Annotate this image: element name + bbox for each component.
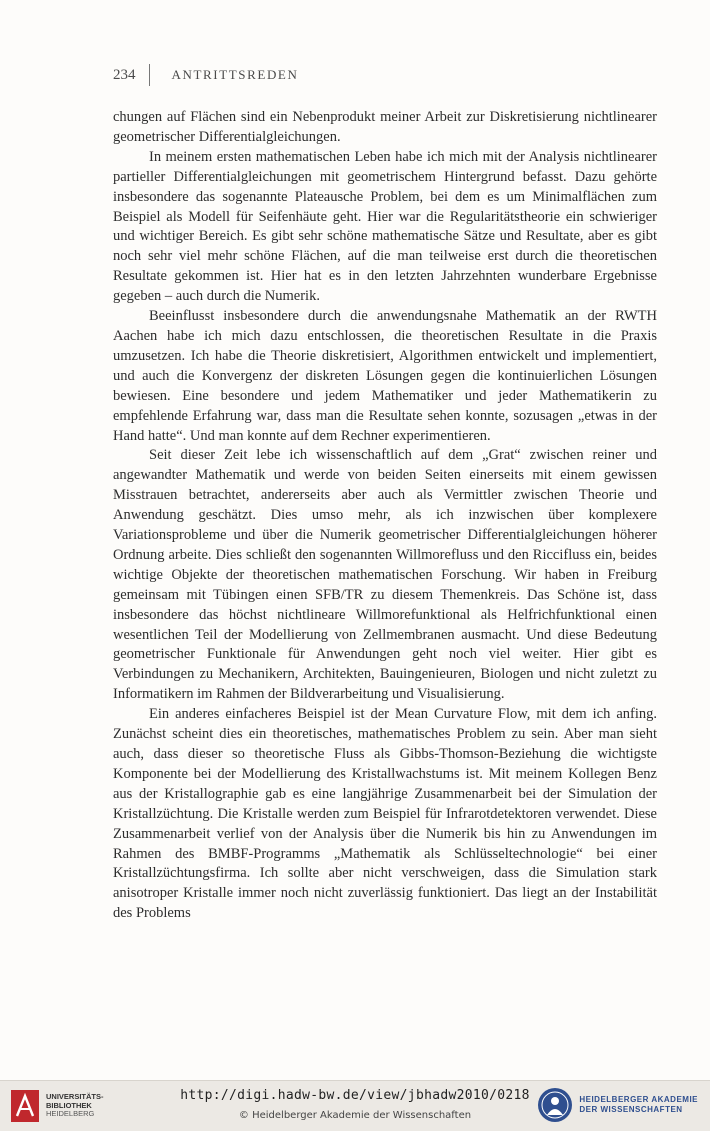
paragraph-2: In meinem ersten mathematischen Leben habe ich mich mit der Analysis nichtlinearer partieller Differentialgleichungen mit geometrischem Hintergrund befasst. Dazu gehörte insbesondere das sogenannte Plateausche Problem, bei dem es um Minimalflächen zum Beispiel als Modell für Seifenhäute geht. Hier war die Regularitätstheorie ein schwieriger und wichtiger Bereich. Es gibt sehr schöne mathematische Sätze und Resultate, aber es gibt noch sehr viel mehr schöne Flächen, auf die man teilweise erst durch die theoretischen Resultate gekommen ist. Hier hat es in den letzten Jahrzehnten wunderbare Ergebnisse gegeben – auch durch die Numerik.	[113, 148, 657, 305]
page-header	[113, 64, 298, 86]
paragraph-3: Beeinflusst insbesondere durch die anwendungsnahe Mathematik an der RWTH Aachen habe ich mich dazu entschlossen, die theoretischen Resultate in die Praxis umzusetzen. Ich habe die Theorie diskretisiert, Algorithmen entwickelt und implementiert, und auch die Konvergenz der diskreten Lösungen gegen die kontinuierlichen Lösungen bewiesen. Eine besondere und jedem Mathematiker und jeder Mathematikerin zu empfehlende Erfahrung war, dass man die Resultate sehen konnte, sozusagen „etwas in der Hand hatte“. Und man konnte auf dem Rechner experimentieren.	[113, 308, 657, 444]
footer-bar	[0, 1080, 710, 1131]
library-logo-line-1: UNIVERSITÄTS-	[46, 1092, 104, 1102]
academy-logo-line-1: HEIDELBERGER AKADEMIE	[579, 1095, 698, 1104]
paragraph-4: Seit dieser Zeit lebe ich wissenschaftlich auf dem „Grat“ zwischen reiner und angewandter Mathematik und werde von beiden Seiten einerseits mit einem gewissen Misstrauen betrachtet, andererseits aber auch als Vermittler zwischen Theorie und Anwendung geschätzt. Dies umso mehr, als ich inzwischen über komplexere Variationsprobleme und über die Numerik geometrischer Differentialgleichungen höherer Ordnung arbeite. Dies schließt den sogenannten Willmorefluss und den Riccifluss ein, beides wichtige Objekte der theoretischen mathematischen Forschung. Wir haben in Freiburg gemeinsam mit Tübingen einen SFB/TR zu diesem Themenkreis. Das Schöne ist, dass insbesondere das höchst nichtlineare Willmorefunktional als Helfrichfunktional einen wesentlichen Teil der Modellierung von Zellmembranen ausmacht. Und diese Bedeutung geometrischer Funktionale für Anwendungen geht noch viel weiter. Hier gibt es Verbindungen zu Mechanikern, Architekten, Bauingenieuren, Biologen und nicht zuletzt zu Informatikern im Rahmen der Bildverarbeitung und Visualisierung.	[113, 447, 657, 703]
academy-seal-icon	[537, 1087, 573, 1123]
library-logo-line-2: BIBLIOTHEK	[46, 1100, 92, 1110]
paragraph-5: Ein anderes einfacheres Beispiel ist der Mean Curvature Flow, mit dem ich anfing. Zunächst scheint dies ein theoretisches, mathematisches Problem zu sein. Aber man sieht auch, dass dieser so theoretische Fluss als Gibbs-Thomson-Beziehung die wichtigste Komponente bei der Modellierung des Kristallwachstums ist. Mit meinem Kollegen Benz aus der Kristallographie gab es eine langjährige Zusammenarbeit bei der Simulation der Kristallzüchtung. Die Kristalle werden zum Beispiel für Infrarotdetektoren verwendet. Diese Zusammenarbeit verlief von der Analysis über die Numerik bis hin zu Anwendungen im Rahmen des BMBF-Programms „Mathematik als Schlüsseltechnologie“ bei einer Kristallzüchtungsfirma. Ich sollte aber nicht verschweigen, dass die Simulation stark anisotroper Kristalle immer noch nicht zuverlässig funktioniert. Das liegt an der Instabilität des Problems	[113, 706, 657, 922]
academy-logo[interactable]	[537, 1087, 698, 1123]
running-head: ANTRITTSREDEN	[171, 67, 299, 82]
copyright-notice: © Heidelberger Akademie der Wissenschaften	[238, 1110, 472, 1121]
page-number: 234	[113, 66, 136, 83]
academy-wordmark	[579, 1095, 698, 1115]
body-text	[113, 108, 657, 924]
library-logo-line-3: HEIDELBERG	[46, 1109, 95, 1119]
academy-logo-line-2: DER WISSENSCHAFTEN	[579, 1105, 683, 1114]
paragraph-1: chungen auf Flächen sind ein Nebenprodukt meiner Arbeit zur Diskretisierung nichtlinearer geometrischer Differentialgleichungen.	[113, 109, 657, 145]
header-divider	[149, 64, 150, 86]
permalink-url[interactable]: http://digi.hadw-bw.de/view/jbhadw2010/0218	[180, 1088, 530, 1103]
